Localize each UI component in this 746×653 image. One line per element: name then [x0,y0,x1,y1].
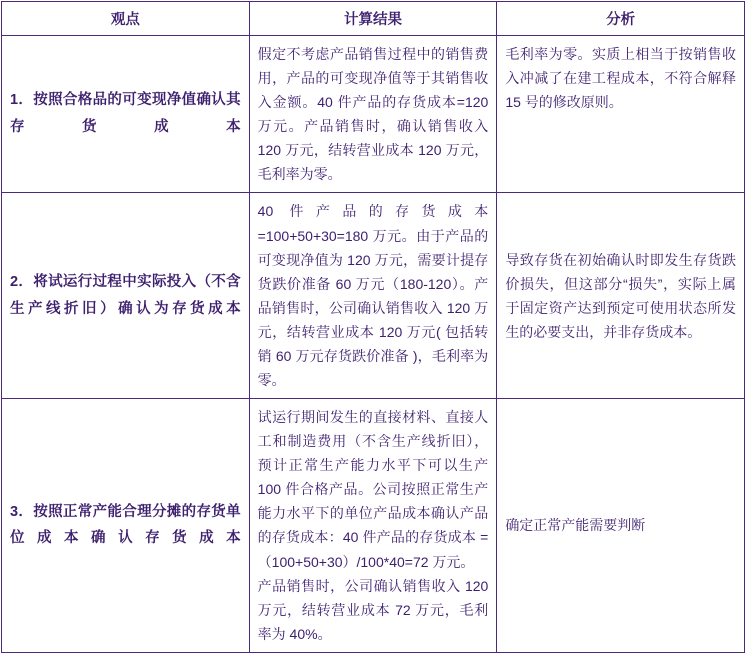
cell-analysis: 毛利率为零。实质上相当于按销售收入冲减了在建工程成本，不符合解释 15 号的修改原则。 [497,36,745,193]
column-header-calculation: 计算结果 [249,2,497,36]
column-header-view: 观点 [2,2,250,36]
comparison-table [1,1,745,653]
cell-view: 2．将试运行过程中实际投入（不含生产线折旧）确认为存货成本 [2,193,250,399]
document-sheet [0,1,746,642]
cell-analysis: 确定正常产能需要判断 [497,399,745,653]
table-body [2,36,745,653]
cell-calculation: 假定不考虑产品销售过程中的销售费用，产品的可变现净值等于其销售收入金额。40 件产品的存货成本=120 万元。产品销售时，确认销售收入 120 万元，结转营业成本 120 万元，毛利率为零。 [249,36,497,193]
table-row [2,399,745,653]
table-row [2,36,745,193]
column-header-analysis: 分析 [497,2,745,36]
cell-analysis: 导致存货在初始确认时即发生存货跌价损失，但这部分“损失”，实际上属于固定资产达到预定可使用状态所发生的必要支出，并非存货成本。 [497,193,745,399]
cell-view: 3．按照正常产能合理分摊的存货单位成本确认存货成本 [2,399,250,653]
cell-calculation: 40 件产品的存货成本=100+50+30=180 万元。由于产品的可变现净值为 120 万元，需要计提存货跌价准备 60 万元（180-120）。产品销售时，公司确认销售收入 120 万元，结转营业成本 120 万元( 包括转销 60 万元存货跌价准备 )，毛利率为零。 [249,193,497,399]
table-header-row [2,2,745,36]
cell-calculation: 试运行期间发生的直接材料、直接人工和制造费用（不含生产线折旧），预计正常生产能力水平下可以生产 100 件合格产品。公司按照正常生产能力水平下的单位产品成本确认产品的存货成本：40 件产品的存货成本 =（100+50+30）/100*40=72 万元。 产品销售时，公司确认销售收入 120 万元，结转营业成本 72 万元，毛利率为 40%。 [249,399,497,653]
cell-view: 1．按照合格品的可变现净值确认其存货成本 [2,36,250,193]
table-header [2,2,745,36]
table-row [2,193,745,399]
